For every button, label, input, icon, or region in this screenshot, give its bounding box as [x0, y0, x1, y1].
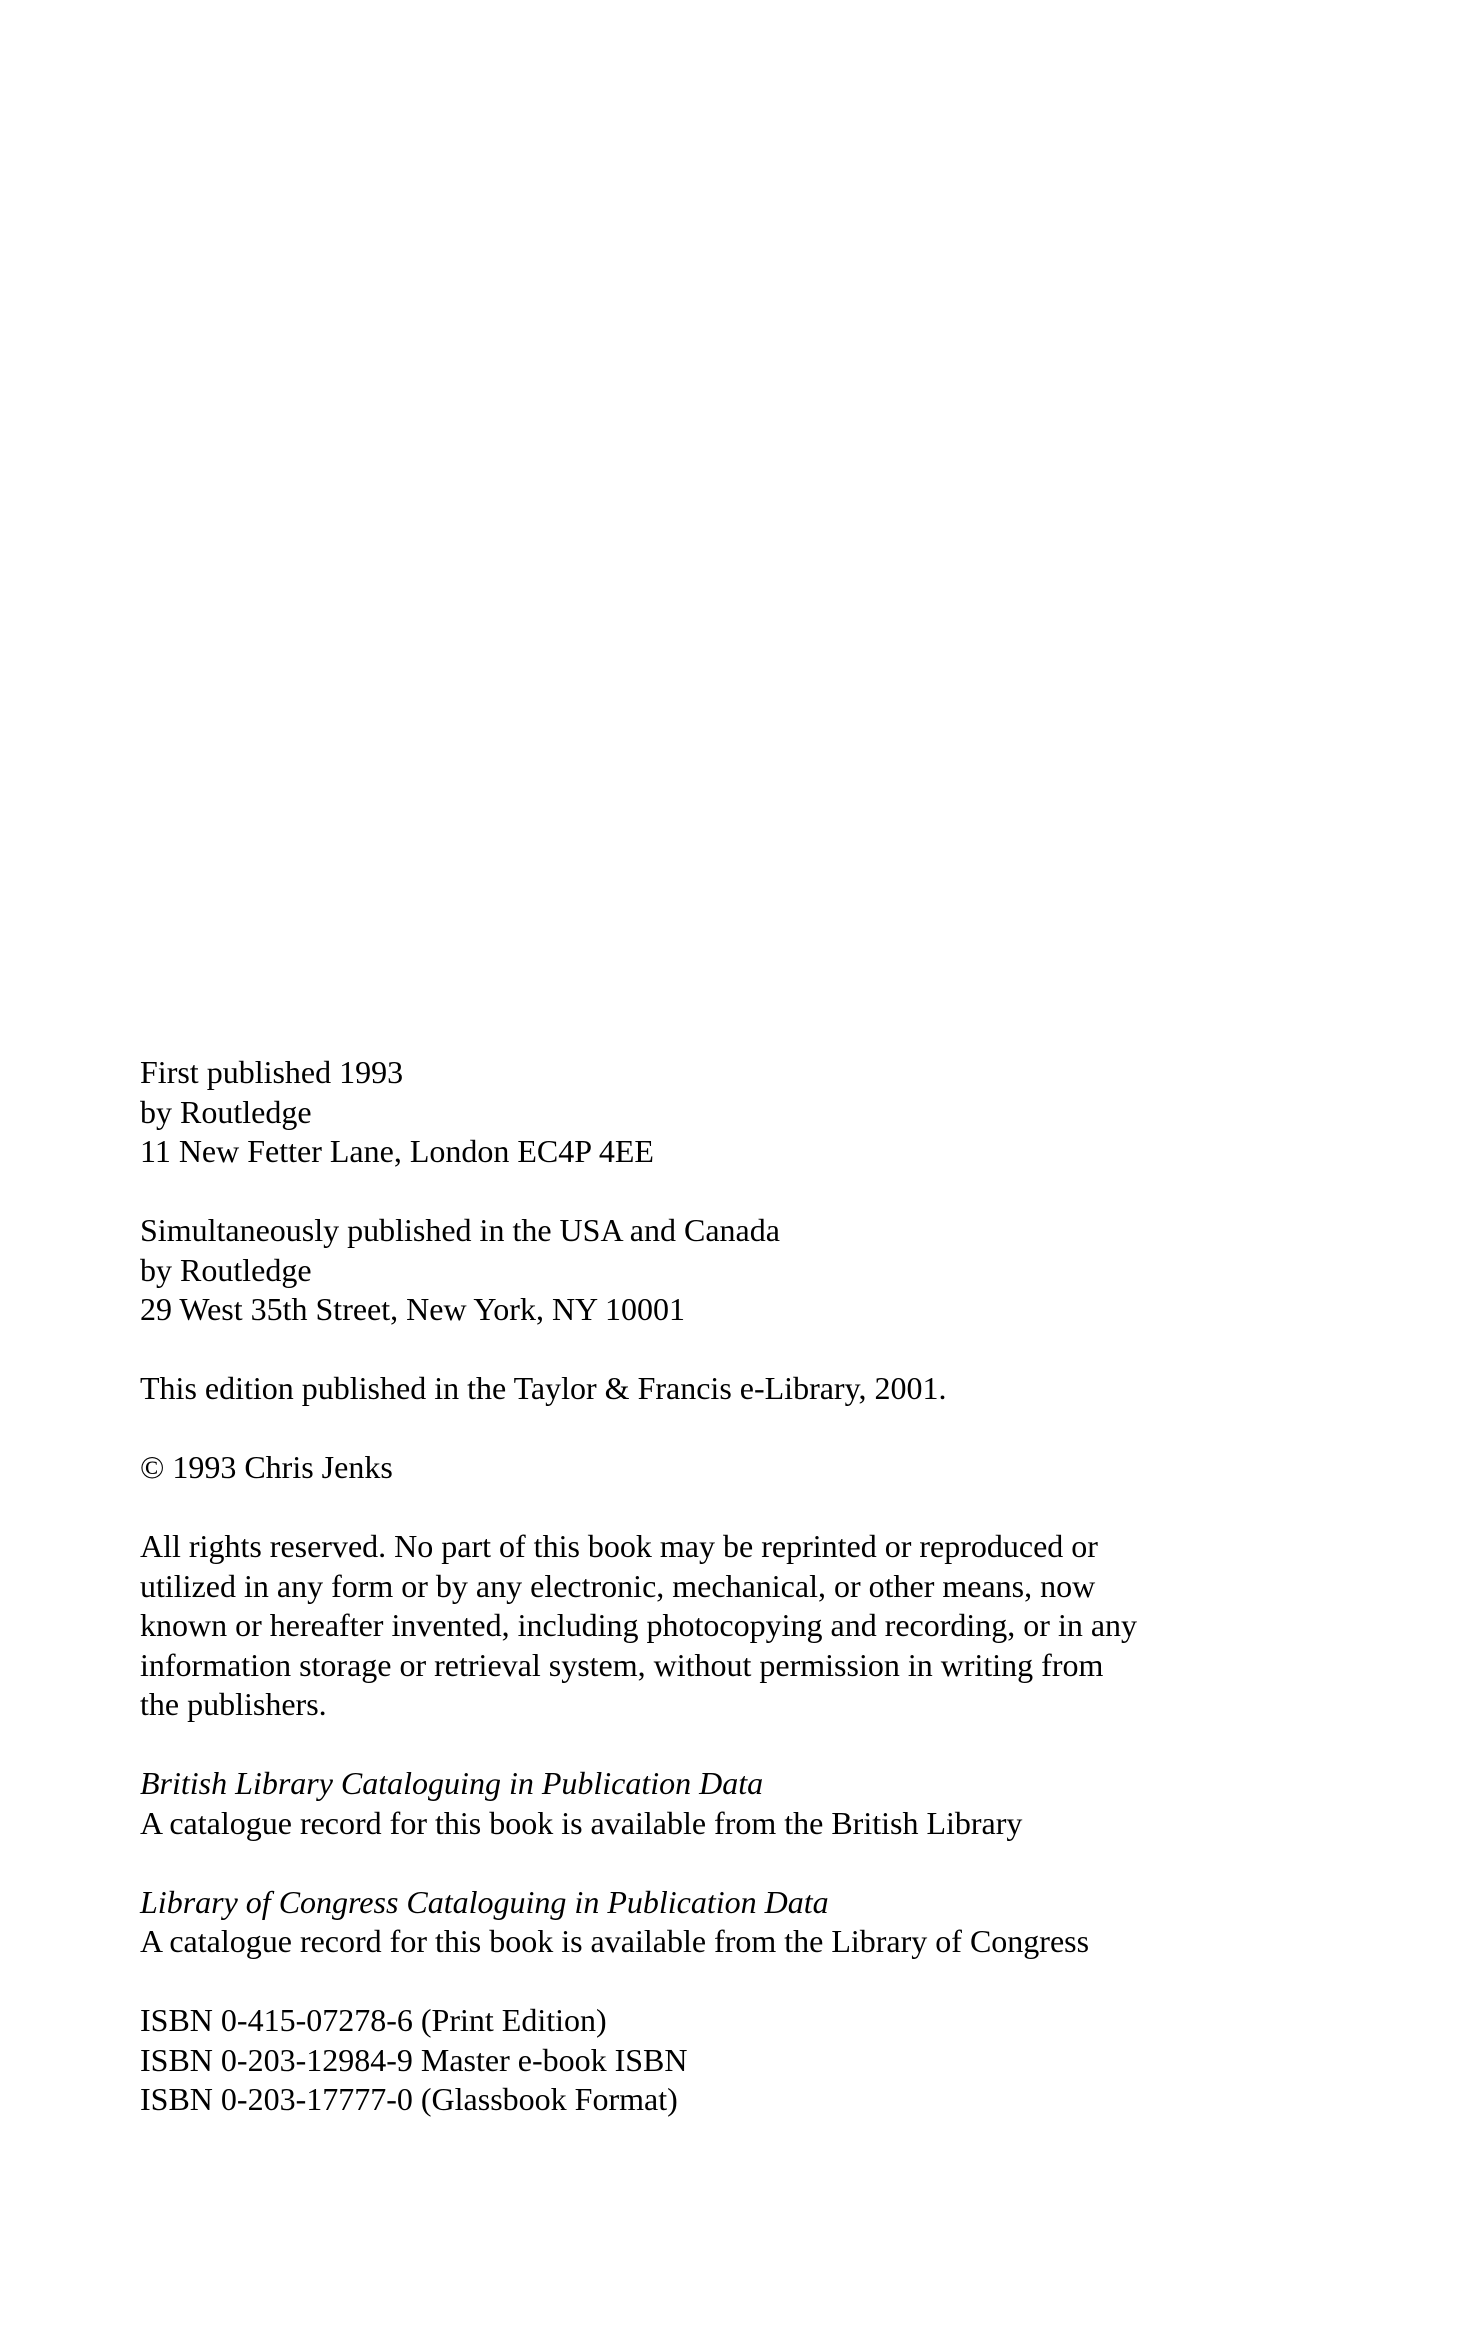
- simultaneous-published-line: Simultaneously published in the USA and Canada: [140, 1212, 780, 1248]
- us-publisher-address-line: 29 West 35th Street, New York, NY 10001: [140, 1291, 685, 1327]
- library-of-congress-heading: Library of Congress Cataloguing in Publication Data: [140, 1883, 829, 1920]
- rights-line: information storage or retrieval system, without permission in writing from: [140, 1646, 1104, 1683]
- rights-line: the publishers.: [140, 1686, 327, 1722]
- edition-line: This edition published in the Taylor & Francis e-Library, 2001.: [140, 1370, 947, 1406]
- publisher-address-line: 11 New Fetter Lane, London EC4P 4EE: [140, 1133, 654, 1169]
- rights-line: All rights reserved. No part of this book may be reprinted or reproduced or: [140, 1528, 1098, 1564]
- simultaneous-publication-block: [140, 1211, 1340, 1330]
- publisher-name-line: by Routledge: [140, 1093, 312, 1130]
- isbn-print-line: ISBN 0-415-07278-6 (Print Edition): [140, 2002, 607, 2038]
- rights-line: known or hereafter invented, including photocopying and recording, or in any: [140, 1607, 1138, 1643]
- us-publisher-name-line: by Routledge: [140, 1251, 312, 1288]
- imprint-text-block: [140, 1053, 1340, 2159]
- isbn-master-line: ISBN 0-203-12984-9 Master e-book ISBN: [140, 2041, 688, 2078]
- british-library-heading: British Library Cataloguing in Publication Data: [140, 1765, 764, 1801]
- copyright-line: © 1993 Chris Jenks: [140, 1449, 393, 1485]
- first-publication-block: [140, 1053, 1340, 1172]
- isbn-glassbook-line: ISBN 0-203-17777-0 (Glassbook Format): [140, 2081, 678, 2117]
- first-published-line: First published 1993: [140, 1054, 404, 1090]
- isbn-block: [140, 2001, 1340, 2120]
- rights-line: utilized in any form or by any electronic, mechanical, or other means, now: [140, 1567, 1096, 1604]
- british-library-text: A catalogue record for this book is available from the British Library: [140, 1804, 1023, 1841]
- copyright-block: [140, 1448, 1340, 1488]
- rights-block: [140, 1527, 1340, 1725]
- library-of-congress-block: [140, 1883, 1340, 1962]
- library-of-congress-text: A catalogue record for this book is available from the Library of Congress: [140, 1923, 1090, 1959]
- british-library-block: [140, 1764, 1340, 1843]
- edition-block: [140, 1369, 1340, 1409]
